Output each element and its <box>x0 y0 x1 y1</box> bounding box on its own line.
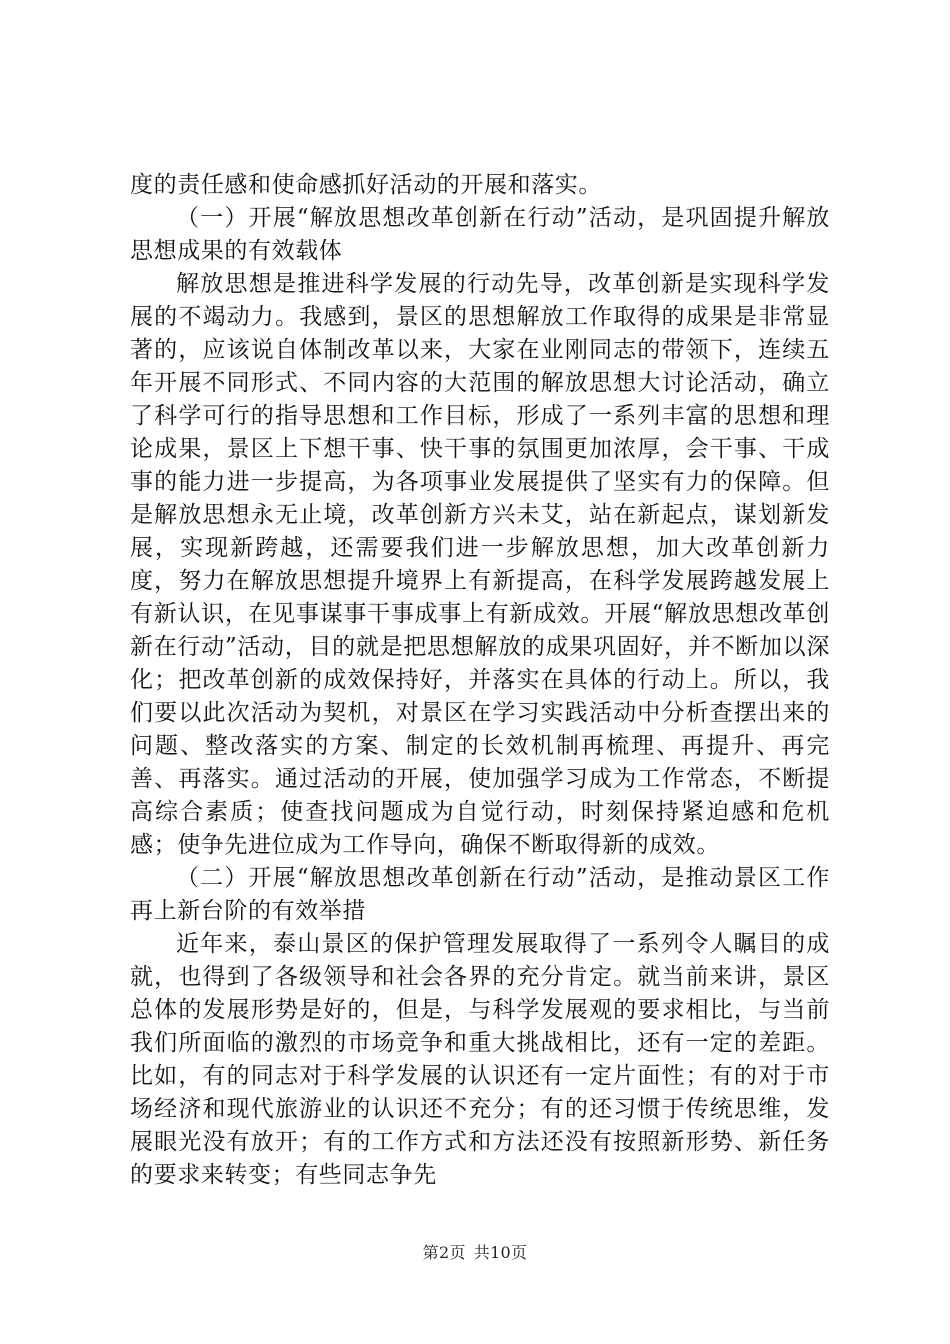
page-footer <box>0 1242 950 1264</box>
page-total: 共10页 <box>473 1243 528 1262</box>
document-body <box>130 169 830 1192</box>
paragraph-continuation: 度的责任感和使命感抓好活动的开展和落实。 <box>130 172 602 198</box>
section-heading-1: （一）开展“解放思想改革创新在行动”活动，是巩固提升解放思想成果的有效载体 <box>130 205 830 264</box>
section-heading-2: （二）开展“解放思想改革创新在行动”活动，是推动景区工作再上新台阶的有效举措 <box>130 865 830 924</box>
paragraph-body-2: 近年来，泰山景区的保护管理发展取得了一系列令人瞩目的成就，也得到了各级领导和社会各界的充分肯定。就当前来讲，景区总体的发展形势是好的，但是，与科学发展观的要求相比，与当前我们所面临的激烈的市场竞争和重大挑战相比，还有一定的差距。比如，有的同志对于科学发展的认识还有一定片面性；有的对于市场经济和现代旅游业的认识还不充分；有的还习惯于传统思维，发展眼光没有放开；有的工作方式和方法还没有按照新形势、新任务的要求来转变；有些同志争先 <box>130 931 830 1188</box>
page-number: 第2页 <box>422 1243 466 1262</box>
paragraph-body-1: 解放思想是推进科学发展的行动先导，改革创新是实现科学发展的不竭动力。我感到，景区的思想解放工作取得的成果是非常显著的，应该说自体制改革以来，大家在业刚同志的带领下，连续五年开展不同形式、不同内容的大范围的解放思想大讨论活动，确立了科学可行的指导思想和工作目标，形成了一系列丰富的思想和理论成果，景区上下想干事、快干事的氛围更加浓厚，会干事、干成事的能力进一步提高，为各项事业发展提供了坚实有力的保障。但是解放思想永无止境，改革创新方兴未艾，站在新起点，谋划新发展，实现新跨越，还需要我们进一步解放思想，加大改革创新力度，努力在解放思想提升境界上有新提高，在科学发展跨越发展上有新认识，在见事谋事干事成事上有新成效。开展“解放思想改革创新在行动”活动，目的就是把思想解放的成果巩固好，并不断加以深化；把改革创新的成效保持好，并落实在具体的行动上。所以，我们要以此次活动为契机，对景区在学习实践活动中分析查摆出来的问题、整改落实的方案、制定的长效机制再梳理、再提升、再完善、再落实。通过活动的开展，使加强学习成为工作常态，不断提高综合素质；使查找问题成为自觉行动，时刻保持紧迫感和危机感；使争先进位成为工作导向，确保不断取得新的成效。 <box>130 271 830 858</box>
